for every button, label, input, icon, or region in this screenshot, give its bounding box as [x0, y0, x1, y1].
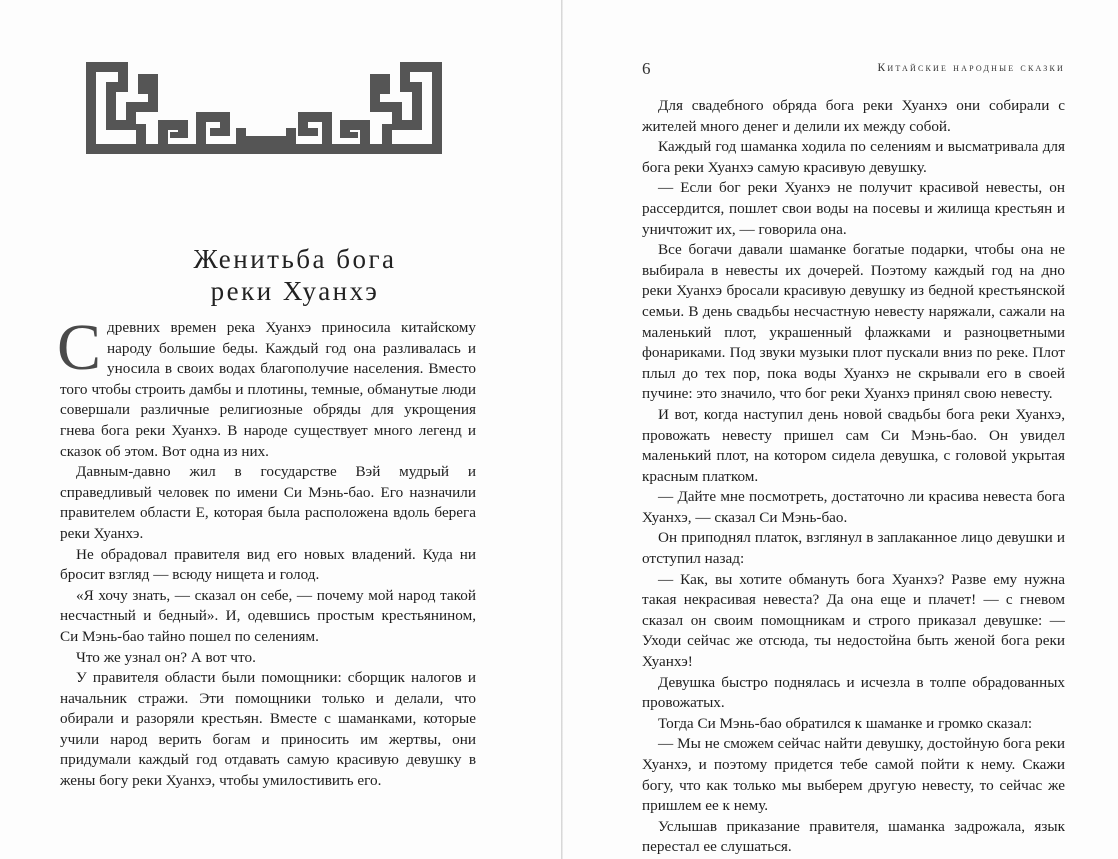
drop-cap: С [57, 311, 102, 384]
paragraph: Тогда Си Мэнь-бао обратился к шаманке и громко сказал: [658, 714, 1033, 732]
paragraph: — Как, вы хотите обмануть бога Хуанхэ? Разве ему нужна такая некрасивая невеста? Да она еще и плачет! — с гневом сказал он своим помощникам и строго приказал девушке: — Уходи сейчас же отсюда, ты недостойна быть женой бога реки Хуанхэ! [642, 570, 1065, 671]
paragraph: Каждый год шаманка ходила по селениям и высматривала для бога реки Хуанхэ самую красивую девушку. [642, 138, 1065, 176]
running-title: Китайские народные сказки [877, 62, 1065, 74]
paragraph: И вот, когда наступил день новой свадьбы бога реки Хуанхэ, провожать невесту пришел сам Си Мэнь-бао. Он увидел маленький плот, на котором сидела девушка, с головой укрытая красным платком. [642, 405, 1065, 485]
paragraph: Для свадебного обряда бога реки Хуанхэ они собирали с жителей много денег и делили их между собой. [642, 97, 1065, 135]
paragraph-text: древних времен река Хуанхэ приносила китайскому народу большие беды. Каждый год она разливалась и уносила в своих водах благополучие населения. Вместо того чтобы строить дамбы и плотины, темные, обманутые люди совершали различные религиозные обряды для укрощения гнева бога реки Хуанхэ. В народе существует много легенд и сказок об этом. Вот одна из них. [60, 319, 476, 460]
chapter-title-line-2: реки Хуанхэ [210, 276, 380, 306]
running-head [642, 59, 1065, 79]
paragraph [57, 311, 476, 462]
paragraph: «Я хочу знать, — сказал он себе, — почему мой народ такой несчастный и бедный». И, одевшись простым крестьянином, Си Мэнь-бао тайно пошел по селениям. [60, 586, 476, 645]
page-number: 6 [642, 59, 651, 78]
paragraph: Все богачи давали шаманке богатые подарки, чтобы она не выбирала в невесты их дочерей. Поэтому каждый год на дно реки Хуанхэ бросали красивую девушку из бедной крестьянской семьи. В день свадьбы несчастную невесту наряжали, сажали на маленький плот, украшенный флажками и разноцветными фонариками. Под звуки музыки плот пускали вниз по реке. Плот плыл до тех пор, пока воды Хуанхэ не скрывали его в своей пучине: это значило, что бог реки Хуанхэ принял свою невесту. [642, 241, 1065, 403]
paragraph: — Если бог реки Хуанхэ не получит красивой невесты, он рассердится, пошлет свои воды на посевы и жилища крестьян и уничтожит их, — говорила она. [642, 179, 1065, 238]
left-body-text [57, 311, 476, 792]
ornament-border-icon [86, 62, 442, 154]
chapter-title-line-1: Женитьба бога [193, 244, 397, 274]
right-page [563, 0, 1118, 859]
paragraph: Что же узнал он? А вот что. [76, 648, 256, 666]
paragraph: Услышав приказание правителя, шаманка задрожала, язык перестал ее слушаться. [642, 817, 1065, 856]
paragraph: Не обрадовал правителя вид его новых владений. Куда ни бросит взгляд — всюду нищета и голод. [60, 545, 476, 584]
chapter-title [60, 243, 530, 307]
paragraph: У правителя области были помощники: сборщик налогов и начальник стражи. Эти помощники только и делали, что обирали и разоряли крестьян. Вместе с шаманками, которые учили народ верить богам и приносить им жертвы, они придумали каждый год отдавать самую красивую девушку в жены богу реки Хуанхэ, чтобы умилостивить его. [60, 669, 476, 790]
paragraph: — Дайте мне посмотреть, достаточно ли красива невеста бога Хуанхэ, — сказал Си Мэнь-бао. [642, 488, 1065, 526]
paragraph: Девушка быстро поднялась и исчезла в толпе обрадованных провожатых. [642, 673, 1065, 712]
paragraph: Он приподнял платок, взглянул в заплаканное лицо девушки и отступил назад: [642, 529, 1065, 568]
right-body-text [642, 96, 1065, 858]
paragraph: — Мы не сможем сейчас найти девушку, достойную бога реки Хуанхэ, и поэтому придется тебе самой пойти к нему. Скажи богу, что как только мы выберем другую невесту, то сейчас же пришлем ее к нему. [642, 735, 1065, 815]
paragraph: Давным-давно жил в государстве Вэй мудрый и справедливый человек по имени Си Мэнь-бао. Его назначили правителем области Е, которая была расположена вдоль берега реки Хуанхэ. [60, 463, 476, 542]
